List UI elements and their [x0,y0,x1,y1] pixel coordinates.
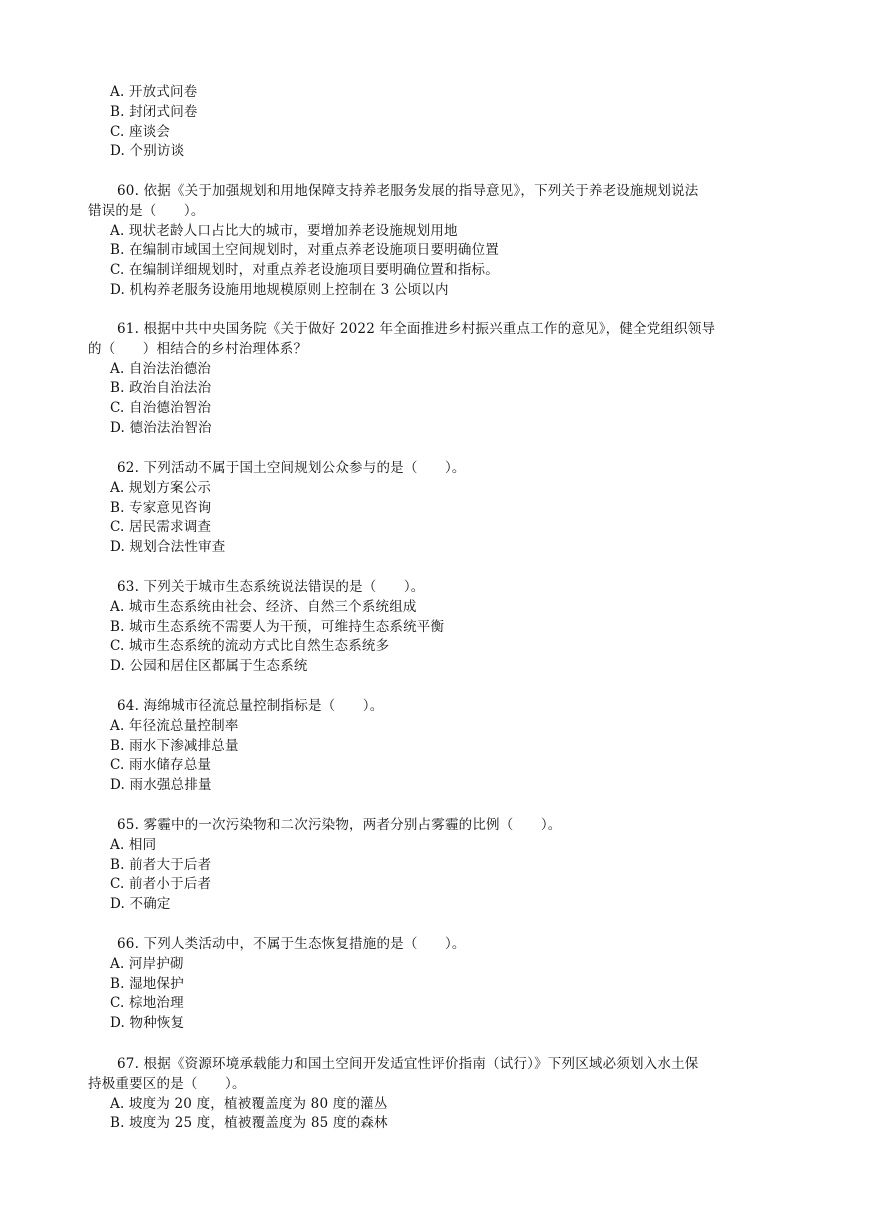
question-stem-continued: 持极重要区的是（ ）。 [88,1075,246,1092]
question-stem: 66. 下列人类活动中，不属于生态恢复措施的是（ ）。 [117,936,466,952]
option-b: B. 前者大于后者 [110,856,212,873]
option-c: C. 自治德治智治 [110,400,212,417]
option-c: C. 前者小于后者 [110,876,212,893]
option-b: B. 湿地保护 [110,975,184,992]
option-c: C. 棕地治理 [110,995,184,1012]
option-c: C. 城市生态系统的流动方式比自然生态系统多 [110,638,390,655]
question-stem-continued: 错误的是（ ）。 [88,202,205,219]
option-b: B. 坡度为 25 度，植被覆盖度为 85 度的森林 [110,1115,388,1132]
question-62 [88,459,788,558]
option-a: A. 坡度为 20 度，植被覆盖度为 80 度的灌丛 [110,1095,388,1112]
option-d: D. 物种恢复 [110,1015,185,1032]
option-a: A. 现状老龄人口占比大的城市，要增加养老设施规划用地 [110,222,458,239]
option-a: A. 城市生态系统由社会、经济、自然三个系统组成 [110,598,417,615]
option-b: B. 政治自治法治 [110,380,212,397]
question-stem: 63. 下列关于城市生态系统说法错误的是（ ）。 [117,579,425,595]
option-b: B. 雨水下渗减排总量 [110,737,239,754]
question-61 [88,320,788,439]
option-d: D. 机构养老服务设施用地规模原则上控制在 3 公顷以内 [110,281,449,298]
option-d: D. 不确定 [110,896,171,913]
question-63 [88,578,788,677]
option-c: C. 居民需求调查 [110,519,212,536]
option-d: D. 公园和居住区都属于生态系统 [110,658,308,675]
option-d: D. 德治法治智治 [110,419,212,436]
option-d: D. 规划合法性审查 [110,539,226,556]
option-a: A. 开放式问卷 [110,84,198,100]
option-c: C. 在编制详细规划时，对重点养老设施项目要明确位置和指标。 [110,262,499,279]
option-c: C. 雨水储存总量 [110,757,212,774]
question-stem: 65. 雾霾中的一次污染物和二次污染物，两者分别占雾霾的比例（ ）。 [117,817,562,833]
question-64 [88,697,788,796]
option-d: D. 个别访谈 [110,143,185,160]
option-a: A. 年径流总量控制率 [110,717,239,734]
option-a: A. 相同 [110,836,157,853]
option-c: C. 座谈会 [110,123,171,140]
option-b: B. 专家意见咨询 [110,499,212,516]
option-a: A. 自治法治德治 [110,360,212,377]
question-stem: 67. 根据《资源环境承载能力和国土空间开发适宜性评价指南（试行）》下列区域必须划入水土保 [117,1056,699,1072]
option-b: B. 在编制市域国土空间规划时，对重点养老设施项日要明确位置 [110,242,500,259]
option-a: A. 规划方案公示 [110,479,212,496]
option-b: B. 封闭式问卷 [110,103,198,120]
question-stem: 64. 海绵城市径流总量控制指标是（ ）。 [117,698,384,714]
option-a: A. 河岸护砌 [110,955,184,972]
question-65 [88,816,788,915]
question-stem-continued: 的（ ）相结合的乡村治理体系？ [88,340,308,357]
question-59 [88,83,788,162]
question-67 [88,1055,788,1134]
question-stem: 60. 依据《关于加强规划和用地保障支持养老服务发展的指导意见》，下列关于养老设施规划说法 [117,183,699,199]
question-60 [88,182,788,301]
question-stem: 62. 下列活动不属于国土空间规划公众参与的是（ ）。 [117,460,466,476]
question-stem: 61. 根据中共中央国务院《关于做好 2022 年全面推进乡村振兴重点工作的意见》，健全党组织领导 [117,321,716,337]
question-66 [88,935,788,1034]
option-d: D. 雨水强总排量 [110,777,212,794]
option-b: B. 城市生态系统不需要人为干预，可维持生态系统平衡 [110,618,445,635]
